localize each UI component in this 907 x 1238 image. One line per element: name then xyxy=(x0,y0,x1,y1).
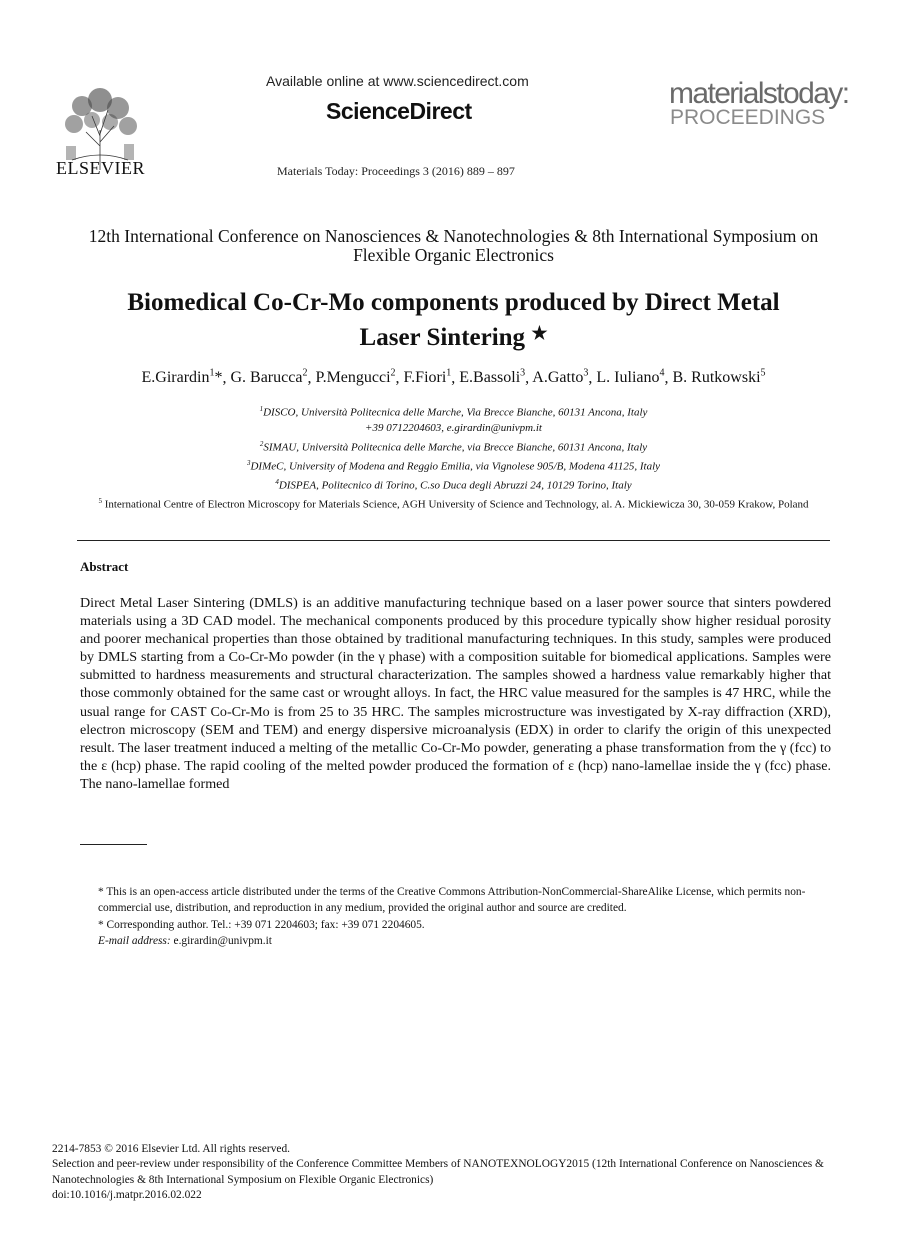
conference-name: 12th International Conference on Nanosciences & Nanotechnologies & 8th International Symposium on Flexible Organic Electronics xyxy=(88,226,819,265)
author: G. Barucca$^2$ xyxy=(230,368,308,387)
sciencedirect-wordmark[interactable]: ScienceDirect xyxy=(326,98,472,124)
affiliation-contact: +39 0712204603, e.girardin@univpm.it xyxy=(365,422,542,435)
affiliation: $^2$SIMAU, Università Politecnica delle Marche, via Brecce Bianche, 60131 Ancona, Italy xyxy=(259,439,648,454)
journal-citation: Materials Today: Proceedings 3 (2016) 889 – 897 xyxy=(277,164,515,178)
copyright-block xyxy=(52,1142,872,1203)
paper-title xyxy=(60,287,847,353)
corresponding-author-footnote: * Corresponding author. Tel.: +39 071 2204603; fax: +39 071 2204605. xyxy=(98,918,425,931)
affiliations xyxy=(40,402,867,513)
issn-copyright: 2214-7853 © 2016 Elsevier Ltd. All rights reserved. xyxy=(52,1143,291,1155)
materials-today-logo xyxy=(669,77,859,129)
affiliation: $^1$DISCO, Università Politecnica delle Marche, Via Brecce Bianche, 60131 Ancona, Italy xyxy=(259,405,648,419)
affiliation: $^3$DIMeC, University of Modena and Reggio Emilia, via Vignolese 905/B, Modena 41125, Italy xyxy=(246,458,661,473)
author-list: E.Girardin$^1$*, G. Barucca$^2$, P.Mengucci$^2$, F.Fiori$^1$, E.Bassoli$^3$, A.Gatto$^3$, L. Iuliano$^4$, B. Rutkowski$^5$ xyxy=(141,368,766,387)
doi-link[interactable]: doi:10.1016/j.matpr.2016.02.022 xyxy=(52,1188,202,1201)
author: A.Gatto$^3$ xyxy=(532,368,589,387)
materials-today-logo-line1: materialstoday: xyxy=(669,77,849,110)
author: F.Fiori$^1$ xyxy=(403,368,452,387)
author: E.Girardin$^1$* xyxy=(141,368,223,387)
elsevier-wordmark: ELSEVIER xyxy=(56,158,145,178)
title-footnote-star[interactable]: ★ xyxy=(531,323,548,343)
affiliation: $^4$DISPEA, Politecnico di Torino, C.so Duca degli Abruzzi 24, 10129 Torino, Italy xyxy=(275,477,632,492)
footnotes xyxy=(80,884,830,949)
available-online-text[interactable]: Available online at www.sciencedirect.com xyxy=(266,73,529,89)
materials-today-logo-line2: PROCEEDINGS xyxy=(670,106,826,129)
abstract-body: Direct Metal Laser Sintering (DMLS) is an additive manufacturing technique based on a laser power source that sinters powdered materials using a 3D CAD model. The mechanical components produced by this procedure typically show higher residual porosity and poorer mechanical properties than those obtained by traditional manufacturing techniques. In this study, samples were produced by DMLS starting from a Co-Cr-Mo powder (in the γ phase) with a composition suitable for biomedical applications. Samples were submitted to hardness measurements and structural characterization. The samples showed a hardness value remarkably higher that those commonly obtained for the same cast or wrought alloys. In fact, the HRC value measured for the samples is 47 HRC, while the usual range for CAST Co-Cr-Mo is from 25 to 35 HRC. The samples microstructure was investigated by X-ray diffraction (XRD), electron microscopy (SEM and TEM) and energy dispersive microanalysis (EDX) in order to clarify the origin of this unexpected result. The laser treatment induced a melting of the metallic Co-Cr-Mo powder, generating a phase transformation from the γ (fcc) to the ε (hcp) phase. The rapid cooling of the melted powder produced the formation of ε (hcp) nano-lamellae inside the γ (fcc) phase. The nano-lamellae formed xyxy=(80,595,831,792)
paper-title-line2: Laser Sintering xyxy=(359,324,526,351)
author: L. Iuliano$^4$ xyxy=(596,368,665,387)
email-label: E-mail address: xyxy=(98,934,171,947)
footnote-divider xyxy=(80,844,147,845)
email-footnote xyxy=(80,933,830,949)
paper-title-line1: Biomedical Co-Cr-Mo components produced by Direct Metal xyxy=(127,289,780,316)
email-link[interactable]: e.girardin@univpm.it xyxy=(173,934,272,947)
license-footnote: * This is an open-access article distributed under the terms of the Creative Commons Attribution-NonCommercial-ShareAlike License, which permits non-commercial use, distribution, and reproduction in any medium, provided the original author and source are credited. xyxy=(98,886,806,915)
abstract-heading: Abstract xyxy=(80,559,129,574)
author: E.Bassoli$^3$ xyxy=(459,368,526,387)
author: B. Rutkowski$^5$ xyxy=(672,368,766,387)
section-divider xyxy=(77,540,830,541)
peer-review-statement: Selection and peer-review under responsibility of the Conference Committee Members of NANOTEXNOLOGY2015 (12th International Conference on Nanosciences & Nanotechnologies & 8th International Symposium on Flexible Organic Electronics) xyxy=(52,1158,824,1186)
affiliation: $^5$ International Centre of Electron Microscopy for Materials Science, AGH University of Science and Technology, al. A. Mickiewicza 30, 30-059 Krakow, Poland xyxy=(98,497,809,511)
author: P.Mengucci$^2$ xyxy=(315,368,396,387)
